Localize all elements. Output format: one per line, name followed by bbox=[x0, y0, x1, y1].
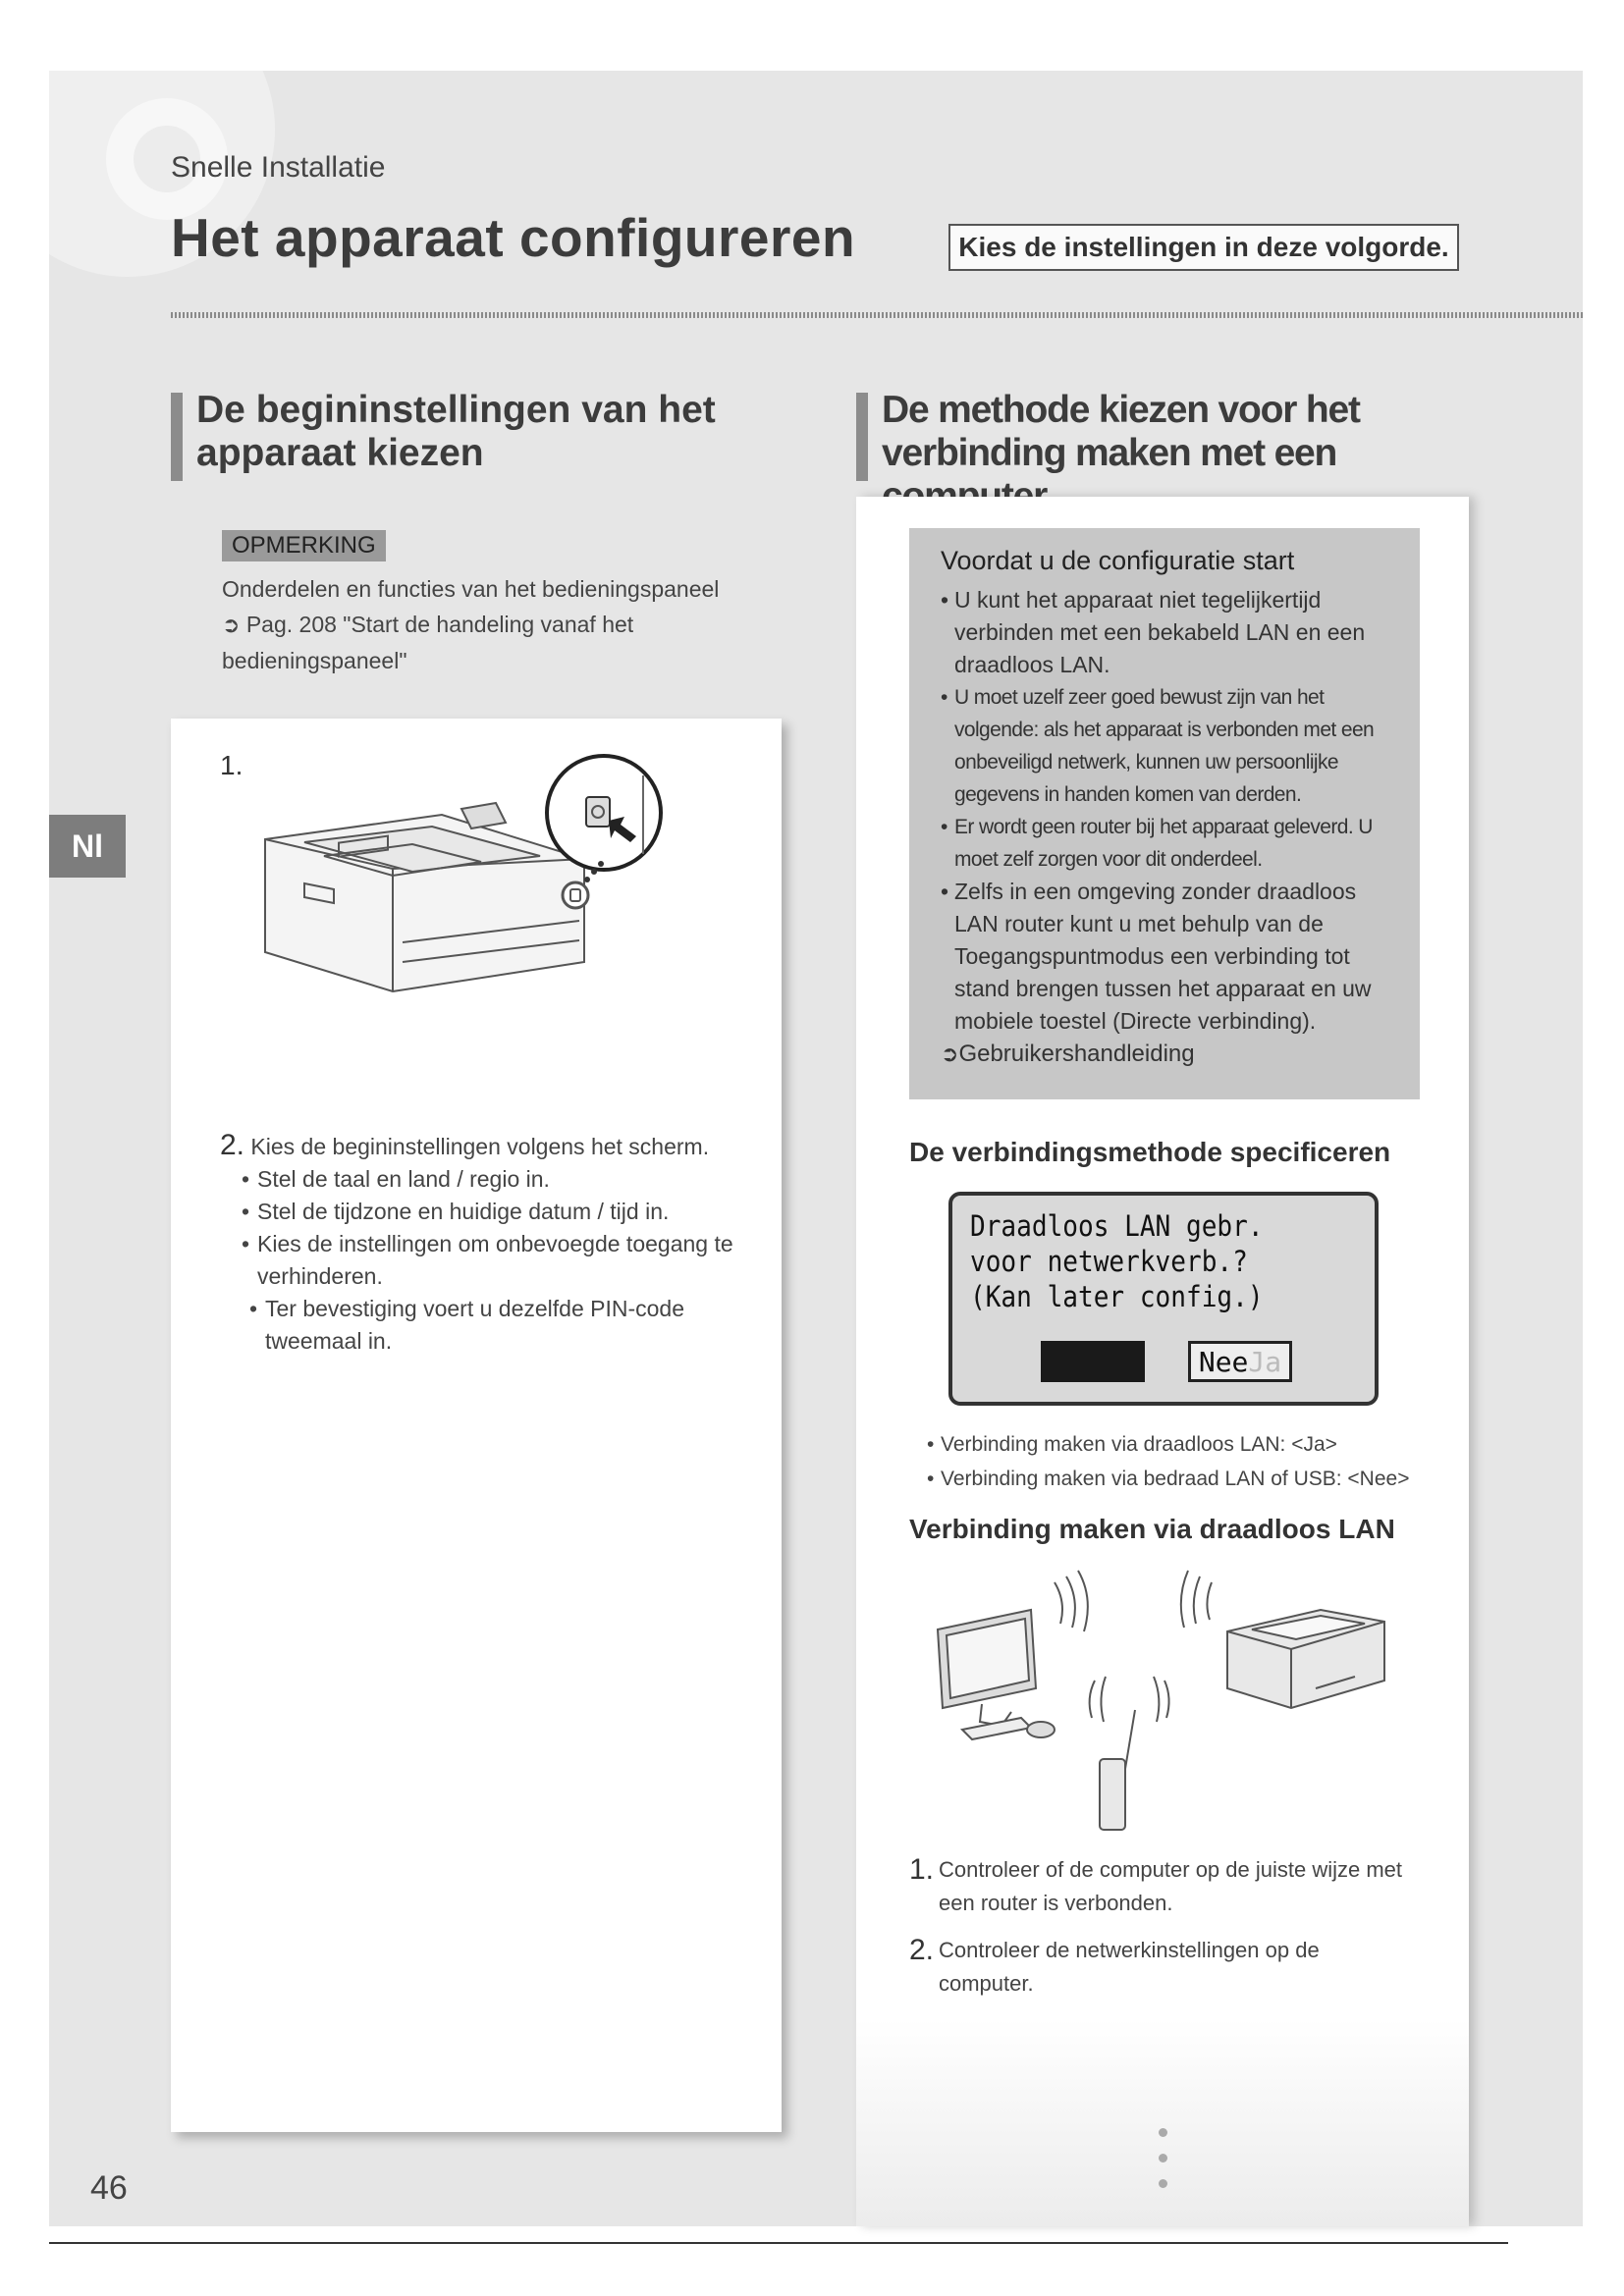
wireless-network-illustration bbox=[933, 1563, 1394, 1838]
step-2-bullet-list bbox=[242, 1163, 740, 1293]
lcd-nee-label: Nee bbox=[1198, 1345, 1249, 1378]
list-item: • U kunt het apparaat niet tegelijkertijd verbinden met een bekabeld LAN en een draadloos LAN. bbox=[941, 584, 1396, 681]
step-2 bbox=[220, 1129, 740, 1358]
connection-options-list bbox=[927, 1427, 1409, 1496]
list-item: • Kies de instellingen om onbevoegde toegang te verhinderen. bbox=[242, 1228, 740, 1293]
step-text: Controleer of de computer op de juiste wijze met een router is verbonden. bbox=[939, 1857, 1403, 1915]
before-box-list bbox=[941, 584, 1396, 1038]
user-guide-reference-text: Gebruikershandleiding bbox=[958, 1041, 1195, 1067]
wireless-lan-steps bbox=[909, 1853, 1410, 2014]
list-item: • Zelfs in een omgeving zonder draadloos LAN router kunt u met behulp van de Toegangspuntmodus een verbinding tot stand brengen tussen het apparaat en uw mobiele toestel (Directe verbinding). bbox=[941, 876, 1396, 1038]
step-2-sub-bullet-list bbox=[249, 1293, 740, 1358]
dot bbox=[1159, 2179, 1167, 2188]
note-text bbox=[222, 571, 752, 678]
step-number: 2. bbox=[909, 1934, 935, 1966]
step-2-number: 2. bbox=[220, 1129, 245, 1161]
heading-line: apparaat kiezen bbox=[196, 432, 484, 474]
lcd-line: voor netwerkverb.? bbox=[970, 1245, 1248, 1278]
arrow-right-icon: ➲ bbox=[941, 1041, 959, 1066]
heading-line: De methode kiezen voor het bbox=[882, 389, 1360, 431]
order-note-box: Kies de instellingen in deze volgorde. bbox=[948, 224, 1459, 271]
list-item: • Verbinding maken via draadloos LAN: <Ja> bbox=[927, 1427, 1409, 1462]
lcd-screen bbox=[948, 1192, 1379, 1406]
lcd-line: (Kan later config.) bbox=[970, 1280, 1264, 1313]
lcd-selected-button[interactable] bbox=[1041, 1341, 1145, 1382]
list-item: • Stel de tijdzone en huidige datum / tijd in. bbox=[242, 1196, 740, 1228]
step-number: 1. bbox=[909, 1853, 935, 1886]
before-box-title: Voordat u de configuratie start bbox=[941, 546, 1295, 575]
heading-line: De begininstellingen van het bbox=[196, 389, 716, 431]
dotted-divider bbox=[171, 312, 1583, 318]
heading-line: verbinding maken met een bbox=[882, 432, 1337, 474]
note-line: Onderdelen en functies van het bedieningspaneel bbox=[222, 576, 720, 602]
note-label: OPMERKING bbox=[222, 530, 386, 561]
note-reference-text: Pag. 208 "Start de handeling vanaf het bedieningspaneel" bbox=[222, 612, 634, 673]
list-item bbox=[909, 1934, 1410, 2001]
bottom-divider bbox=[49, 2242, 1508, 2244]
list-item: • Stel de taal en land / regio in. bbox=[242, 1163, 740, 1196]
dot bbox=[1159, 2128, 1167, 2137]
lcd-nee-button[interactable] bbox=[1188, 1341, 1292, 1382]
before-configuration-box bbox=[909, 528, 1420, 1099]
list-item: • Ter bevestiging voert u dezelfde PIN-code tweemaal in. bbox=[249, 1293, 740, 1358]
continuation-dots bbox=[1159, 2128, 1170, 2205]
dot bbox=[1159, 2154, 1167, 2163]
lcd-ja-label: Ja bbox=[1248, 1345, 1282, 1378]
printer-power-button-illustration bbox=[245, 746, 736, 1109]
language-tab: Nl bbox=[49, 815, 126, 878]
document-subtitle: Snelle Installatie bbox=[171, 151, 386, 184]
user-guide-reference[interactable] bbox=[941, 1038, 1396, 1070]
arrow-right-icon: ➲ bbox=[222, 613, 241, 637]
page-title: Het apparaat configureren bbox=[171, 207, 856, 268]
step-2-text: Kies de begininstellingen volgens het scherm. bbox=[250, 1134, 710, 1159]
list-item bbox=[909, 1853, 1410, 1920]
connection-spec-heading: De verbindingsmethode specificeren bbox=[909, 1137, 1391, 1167]
list-item: • Verbinding maken via bedraad LAN of USB: <Nee> bbox=[927, 1462, 1409, 1496]
step-1-number: 1. bbox=[220, 750, 244, 780]
step-text: Controleer de netwerkinstellingen op de computer. bbox=[939, 1938, 1320, 1996]
list-item: • Er wordt geen router bij het apparaat geleverd. U moet zelf zorgen voor dit onderdeel. bbox=[941, 811, 1396, 876]
lcd-line: Draadloos LAN gebr. bbox=[970, 1209, 1264, 1243]
page-number: 46 bbox=[90, 2169, 128, 2207]
list-item: • U moet uzelf zeer goed bewust zijn van het volgende: als het apparaat is verbonden met een onbeveiligd netwerk, kunnen uw persoonlijke gegevens in handen komen van derden. bbox=[941, 681, 1396, 811]
section-heading-initial-settings bbox=[171, 389, 785, 475]
note-reference[interactable] bbox=[222, 607, 752, 678]
wireless-lan-heading: Verbinding maken via draadloos LAN bbox=[909, 1514, 1395, 1544]
